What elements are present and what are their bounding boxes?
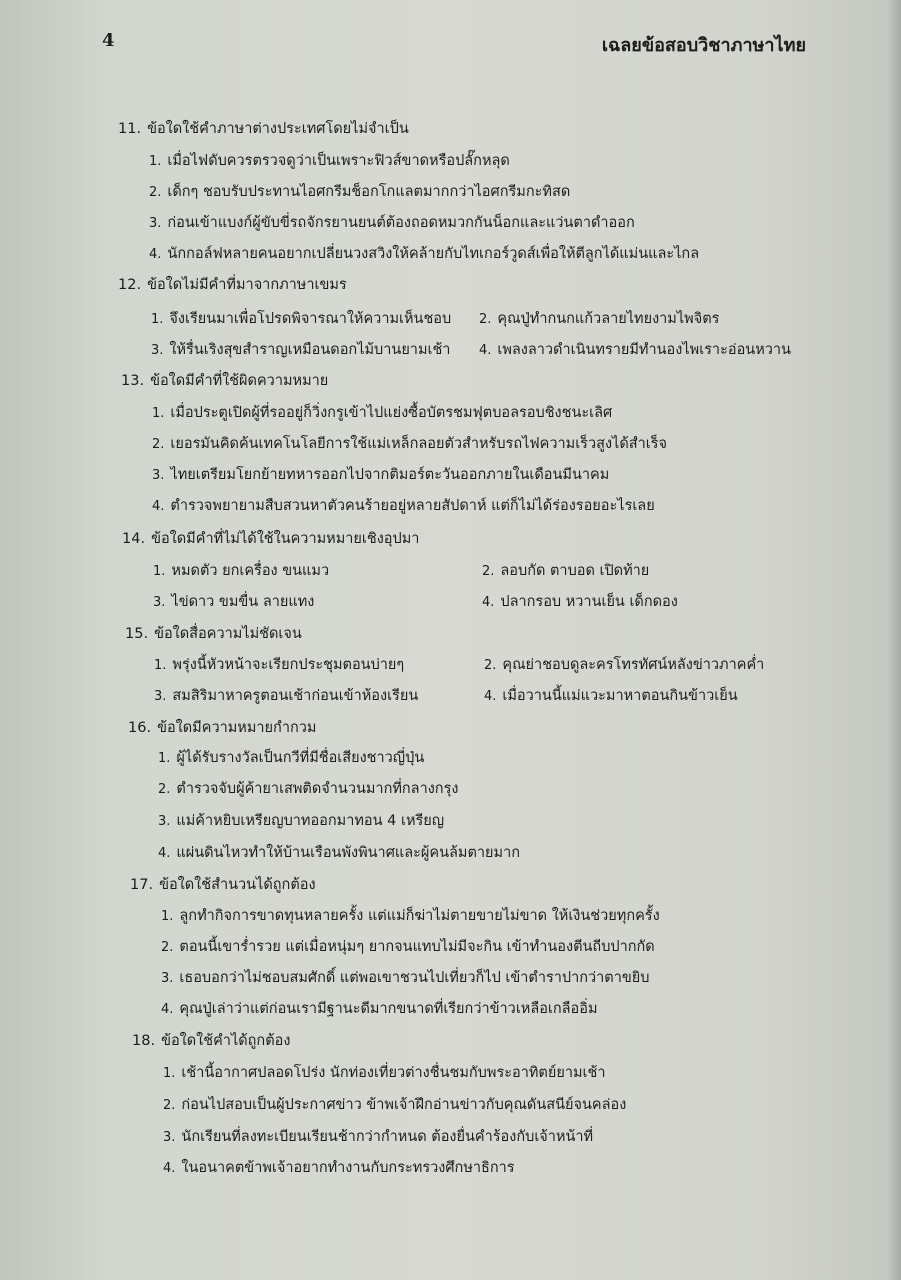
option-17-3 bbox=[161, 966, 649, 989]
question-14 bbox=[122, 527, 419, 550]
question-stem: ข้อใดมีคำที่ไม่ได้ใช้ในความหมายเชิงอุปมา bbox=[151, 531, 420, 547]
question-12 bbox=[118, 273, 347, 296]
option-14-3 bbox=[153, 590, 314, 613]
question-number: 18. bbox=[132, 1033, 156, 1049]
option-text: พรุ่งนี้หัวหน้าจะเรียกประชุมตอนบ่ายๆ bbox=[172, 657, 405, 673]
option-text: สมสิริมาหาครูตอนเช้าก่อนเข้าห้องเรียน bbox=[172, 688, 419, 704]
option-number: 3. bbox=[163, 1130, 176, 1145]
option-number: 4. bbox=[161, 1002, 174, 1017]
question-15 bbox=[125, 622, 302, 645]
option-text: ก่อนเข้าแบงก์ผู้ขับขี่รถจักรยานยนต์ต้องถอดหมวกกันน็อกและแว่นตาดำออก bbox=[167, 215, 635, 231]
option-12-4 bbox=[479, 338, 791, 361]
option-number: 4. bbox=[149, 247, 162, 262]
option-number: 2. bbox=[158, 782, 171, 797]
option-text: ลอบกัด ตาบอด เปิดท้าย bbox=[500, 563, 650, 579]
option-11-4 bbox=[149, 242, 699, 265]
question-18 bbox=[132, 1029, 290, 1052]
question-17 bbox=[130, 873, 316, 896]
question-number: 13. bbox=[121, 373, 145, 389]
option-text: เพลงลาวดำเนินทรายมีทำนองไพเราะอ่อนหวาน bbox=[497, 342, 791, 358]
option-15-3 bbox=[154, 684, 418, 707]
option-text: ตำรวจจับผู้ค้ายาเสพติดจำนวนมากที่กลางกรุง bbox=[176, 781, 459, 797]
question-number: 12. bbox=[118, 277, 142, 293]
option-text: ในอนาคตข้าพเจ้าอยากทำงานกับกระทรวงศึกษาธิการ bbox=[181, 1160, 515, 1176]
option-13-1 bbox=[152, 401, 612, 424]
option-text: เธอบอกว่าไม่ชอบสมศักดิ์ แต่พอเขาชวนไปเที่ยวก็ไป เข้าตำราปากว่าตาขยิบ bbox=[179, 970, 650, 986]
option-text: เด็กๆ ชอบรับประทานไอศกรีมช็อกโกแลตมากกว่าไอศกรีมกะทิสด bbox=[167, 184, 571, 200]
option-text: ตอนนี้เขาร่ำรวย แต่เมื่อหนุ่มๆ ยากจนแทบไม่มีจะกิน เข้าทำนองตีนถีบปากกัด bbox=[179, 939, 655, 955]
option-16-3 bbox=[158, 809, 444, 832]
option-number: 4. bbox=[163, 1161, 176, 1176]
option-text: ปลากรอบ หวานเย็น เด็กดอง bbox=[500, 594, 678, 610]
option-14-1 bbox=[153, 559, 329, 582]
option-number: 4. bbox=[484, 689, 497, 704]
option-11-3 bbox=[149, 211, 635, 234]
option-12-2 bbox=[479, 307, 719, 330]
option-18-3 bbox=[163, 1125, 593, 1148]
option-text: เช้านี้อากาศปลอดโปร่ง นักท่องเที่ยวต่างชื่นชมกับพระอาทิตย์ยามเช้า bbox=[181, 1065, 606, 1081]
option-15-2 bbox=[484, 653, 764, 676]
option-12-3 bbox=[151, 338, 450, 361]
question-number: 17. bbox=[130, 877, 154, 893]
option-text: ก่อนไปสอบเป็นผู้ประกาศข่าว ข้าพเจ้าฝึกอ่านข่าวกับคุณดันสนีย์จนคล่อง bbox=[181, 1097, 627, 1113]
option-16-4 bbox=[158, 841, 520, 864]
option-number: 4. bbox=[158, 846, 171, 861]
question-stem: ข้อใดสื่อความไม่ชัดเจน bbox=[154, 626, 302, 642]
option-14-4 bbox=[482, 590, 678, 613]
option-text: นักกอล์ฟหลายคนอยากเปลี่ยนวงสวิงให้คล้ายกับไทเกอร์วูดส์เพื่อให้ตีลูกได้แม่นและไกล bbox=[167, 246, 700, 262]
option-18-4 bbox=[163, 1156, 515, 1179]
page-number: 4 bbox=[102, 30, 115, 51]
option-number: 3. bbox=[154, 689, 167, 704]
option-number: 3. bbox=[161, 971, 174, 986]
option-12-1 bbox=[151, 307, 451, 330]
option-13-2 bbox=[152, 432, 667, 455]
option-number: 1. bbox=[163, 1066, 176, 1081]
option-text: ลูกทำกิจการขาดทุนหลายครั้ง แต่แม่ก็ฆ่าไม่ตายขายไม่ขาด ให้เงินช่วยทุกครั้ง bbox=[179, 908, 660, 924]
question-16 bbox=[128, 716, 316, 739]
option-number: 2. bbox=[482, 564, 495, 579]
option-number: 1. bbox=[154, 658, 167, 673]
question-number: 11. bbox=[118, 121, 142, 137]
option-17-4 bbox=[161, 997, 598, 1020]
option-text: แผ่นดินไหวทำให้บ้านเรือนพังพินาศและผู้คนล้มตายมาก bbox=[176, 845, 521, 861]
option-number: 3. bbox=[158, 814, 171, 829]
question-13 bbox=[121, 369, 328, 392]
option-text: หมดตัว ยกเครื่อง ขนแมว bbox=[171, 563, 330, 579]
option-text: คุณปู่ทำกนกแก้วลายไทยงามไพจิตร bbox=[497, 311, 720, 327]
option-text: ไข่ดาว ขมขื่น ลายแทง bbox=[171, 594, 315, 610]
option-text: ให้รื่นเริงสุขสำราญเหมือนดอกไม้บานยามเช้า bbox=[169, 342, 451, 358]
question-number: 15. bbox=[125, 626, 149, 642]
option-number: 3. bbox=[151, 343, 164, 358]
question-stem: ข้อใดใช้สำนวนได้ถูกต้อง bbox=[159, 877, 316, 893]
option-number: 3. bbox=[152, 468, 165, 483]
question-stem: ข้อใดมีความหมายกำกวม bbox=[157, 720, 317, 736]
option-text: ผู้ได้รับรางวัลเป็นกวีที่มีชื่อเสียงชาวญี่ปุ่น bbox=[176, 750, 425, 766]
option-text: ตำรวจพยายามสืบสวนหาตัวคนร้ายอยู่หลายสัปดาห์ แต่ก็ไม่ได้ร่องรอยอะไรเลย bbox=[170, 498, 655, 514]
option-number: 1. bbox=[151, 312, 164, 327]
option-number: 2. bbox=[484, 658, 497, 673]
question-number: 14. bbox=[122, 531, 146, 547]
option-text: เยอรมันคิดค้นเทคโนโลยีการใช้แม่เหล็กลอยตัวสำหรับรถไฟความเร็วสูงได้สำเร็จ bbox=[170, 436, 667, 452]
option-15-4 bbox=[484, 684, 738, 707]
option-15-1 bbox=[154, 653, 404, 676]
option-text: เมื่อวานนี้แม่แวะมาหาตอนกินข้าวเย็น bbox=[502, 688, 738, 704]
question-stem: ข้อใดไม่มีคำที่มาจากภาษาเขมร bbox=[147, 277, 347, 293]
option-number: 1. bbox=[149, 154, 162, 169]
option-17-2 bbox=[161, 935, 655, 958]
option-number: 1. bbox=[161, 909, 174, 924]
option-11-1 bbox=[149, 149, 510, 172]
option-text: คุณย่าชอบดูละครโทรทัศน์หลังข่าวภาคค่ำ bbox=[502, 657, 765, 673]
question-stem: ข้อใดใช้คำได้ถูกต้อง bbox=[161, 1033, 291, 1049]
option-text: จึงเรียนมาเพื่อโปรดพิจารณาให้ความเห็นชอบ bbox=[169, 311, 452, 327]
option-18-1 bbox=[163, 1061, 605, 1084]
option-number: 2. bbox=[152, 437, 165, 452]
option-16-1 bbox=[158, 746, 424, 769]
option-number: 4. bbox=[152, 499, 165, 514]
option-text: คุณปู่เล่าว่าแต่ก่อนเรามีฐานะดีมากขนาดที่เรียกว่าข้าวเหลือเกลืออิ่ม bbox=[179, 1001, 598, 1017]
option-number: 4. bbox=[482, 595, 495, 610]
option-16-2 bbox=[158, 777, 458, 800]
question-stem: ข้อใดมีคำที่ใช้ผิดความหมาย bbox=[150, 373, 329, 389]
question-stem: ข้อใดใช้คำภาษาต่างประเทศโดยไม่จำเป็น bbox=[147, 121, 409, 137]
option-text: แม่ค้าหยิบเหรียญบาทออกมาทอน 4 เหรียญ bbox=[176, 813, 445, 829]
option-17-1 bbox=[161, 904, 660, 927]
option-number: 1. bbox=[158, 751, 171, 766]
option-14-2 bbox=[482, 559, 649, 582]
option-number: 1. bbox=[152, 406, 165, 421]
option-number: 4. bbox=[479, 343, 492, 358]
option-number: 1. bbox=[153, 564, 166, 579]
option-number: 2. bbox=[479, 312, 492, 327]
option-number: 2. bbox=[161, 940, 174, 955]
option-text: เมื่อไฟดับควรตรวจดูว่าเป็นเพราะฟิวส์ขาดหรือปลั๊กหลุด bbox=[167, 153, 510, 169]
option-text: ไทยเตรียมโยกย้ายทหารออกไปจากติมอร์ตะวันออกภายในเดือนมีนาคม bbox=[170, 467, 610, 483]
option-number: 3. bbox=[149, 216, 162, 231]
option-11-2 bbox=[149, 180, 570, 203]
option-18-2 bbox=[163, 1093, 626, 1116]
option-13-4 bbox=[152, 494, 655, 517]
option-text: นักเรียนที่ลงทะเบียนเรียนช้ากว่ากำหนด ต้องยื่นคำร้องกับเจ้าหน้าที่ bbox=[181, 1129, 594, 1145]
option-number: 2. bbox=[149, 185, 162, 200]
question-11 bbox=[118, 117, 409, 140]
question-number: 16. bbox=[128, 720, 152, 736]
option-13-3 bbox=[152, 463, 609, 486]
option-text: เมื่อประตูเปิดผู้ที่รออยู่ก็วิ่งกรูเข้าไปแย่งซื้อบัตรชมฟุตบอลรอบชิงชนะเลิศ bbox=[170, 405, 613, 421]
running-title: เฉลยข้อสอบวิชาภาษาไทย bbox=[601, 35, 806, 56]
option-number: 2. bbox=[163, 1098, 176, 1113]
option-number: 3. bbox=[153, 595, 166, 610]
